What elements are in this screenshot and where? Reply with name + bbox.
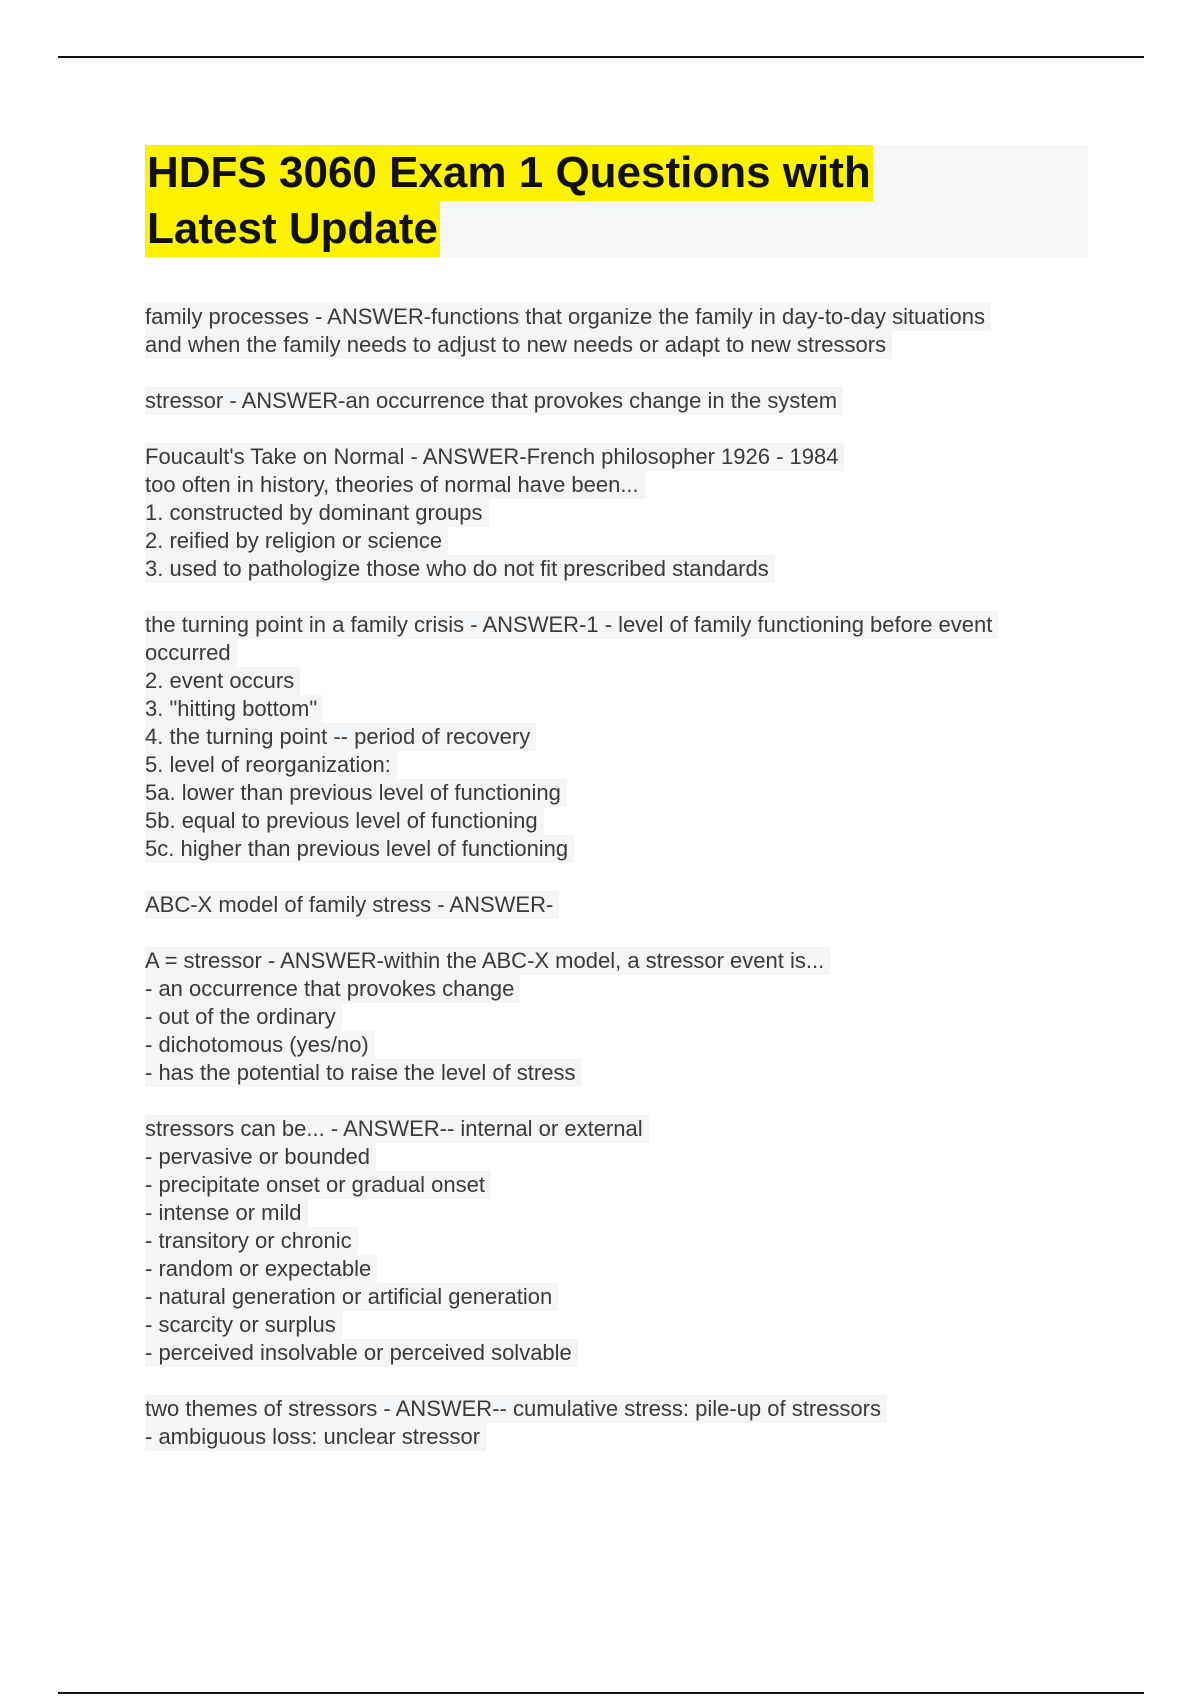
qa-entry-question-line: the turning point in a family crisis - ANSWER-1 - level of family functioning before event	[145, 611, 998, 639]
qa-entry-answer-line: - random or expectable	[145, 1255, 377, 1283]
qa-entry-answer-line: - perceived insolvable or perceived solvable	[145, 1339, 578, 1367]
qa-entry-answer-line: 1. constructed by dominant groups	[145, 499, 489, 527]
qa-entry-answer-line: too often in history, theories of normal have been...	[145, 471, 645, 499]
question-list	[145, 303, 1095, 1479]
qa-entry-answer-line: 2. reified by religion or science	[145, 527, 448, 555]
page-title-line-2: Latest Update	[145, 201, 440, 257]
qa-entry-answer-line: - out of the ordinary	[145, 1003, 342, 1031]
qa-entry-answer-line: - transitory or chronic	[145, 1227, 358, 1255]
qa-entry-question-line: stressors can be... - ANSWER-- internal or external	[145, 1115, 649, 1143]
qa-entry	[145, 891, 1095, 919]
qa-entry-answer-line: - dichotomous (yes/no)	[145, 1031, 375, 1059]
qa-entry	[145, 303, 1095, 359]
qa-entry-question-line: two themes of stressors - ANSWER-- cumulative stress: pile-up of stressors	[145, 1395, 887, 1423]
qa-entry-answer-line: - natural generation or artificial generation	[145, 1283, 558, 1311]
qa-entry-answer-line: 5b. equal to previous level of functioning	[145, 807, 544, 835]
qa-entry	[145, 1115, 1095, 1367]
qa-entry-answer-line: 5a. lower than previous level of functioning	[145, 779, 567, 807]
qa-entry	[145, 947, 1095, 1087]
qa-entry-answer-line: 5. level of reorganization:	[145, 751, 397, 779]
qa-entry-answer-line: - precipitate onset or gradual onset	[145, 1171, 491, 1199]
qa-entry-answer-line: - has the potential to raise the level of stress	[145, 1059, 581, 1087]
qa-entry-answer-line: 5c. higher than previous level of functioning	[145, 835, 574, 863]
qa-entry-answer-line: - scarcity or surplus	[145, 1311, 342, 1339]
qa-entry-answer-line: 4. the turning point -- period of recovery	[145, 723, 536, 751]
qa-entry-answer-line: - intense or mild	[145, 1199, 308, 1227]
qa-entry	[145, 611, 1095, 863]
top-rule	[58, 56, 1144, 58]
qa-entry-answer-line: - an occurrence that provokes change	[145, 975, 520, 1003]
qa-entry	[145, 1395, 1095, 1451]
bottom-rule	[58, 1692, 1144, 1694]
qa-entry	[145, 443, 1095, 583]
qa-entry-answer-line: occurred	[145, 639, 237, 667]
qa-entry	[145, 387, 1095, 415]
qa-entry-answer-line: and when the family needs to adjust to new needs or adapt to new stressors	[145, 331, 892, 359]
qa-entry-question-line: stressor - ANSWER-an occurrence that provokes change in the system	[145, 387, 843, 415]
qa-entry-question-line: ABC-X model of family stress - ANSWER-	[145, 891, 559, 919]
qa-entry-answer-line: - ambiguous loss: unclear stressor	[145, 1423, 486, 1451]
page-title-line-1: HDFS 3060 Exam 1 Questions with	[145, 145, 873, 201]
qa-entry-question-line: Foucault's Take on Normal - ANSWER-French philosopher 1926 - 1984	[145, 443, 844, 471]
qa-entry-answer-line: 3. used to pathologize those who do not fit prescribed standards	[145, 555, 775, 583]
qa-entry-question-line: family processes - ANSWER-functions that organize the family in day-to-day situations	[145, 303, 991, 331]
qa-entry-answer-line: 2. event occurs	[145, 667, 300, 695]
qa-entry-question-line: A = stressor - ANSWER-within the ABC-X model, a stressor event is...	[145, 947, 830, 975]
qa-entry-answer-line: - pervasive or bounded	[145, 1143, 376, 1171]
qa-entry-answer-line: 3. "hitting bottom"	[145, 695, 323, 723]
title-block	[145, 145, 1088, 257]
